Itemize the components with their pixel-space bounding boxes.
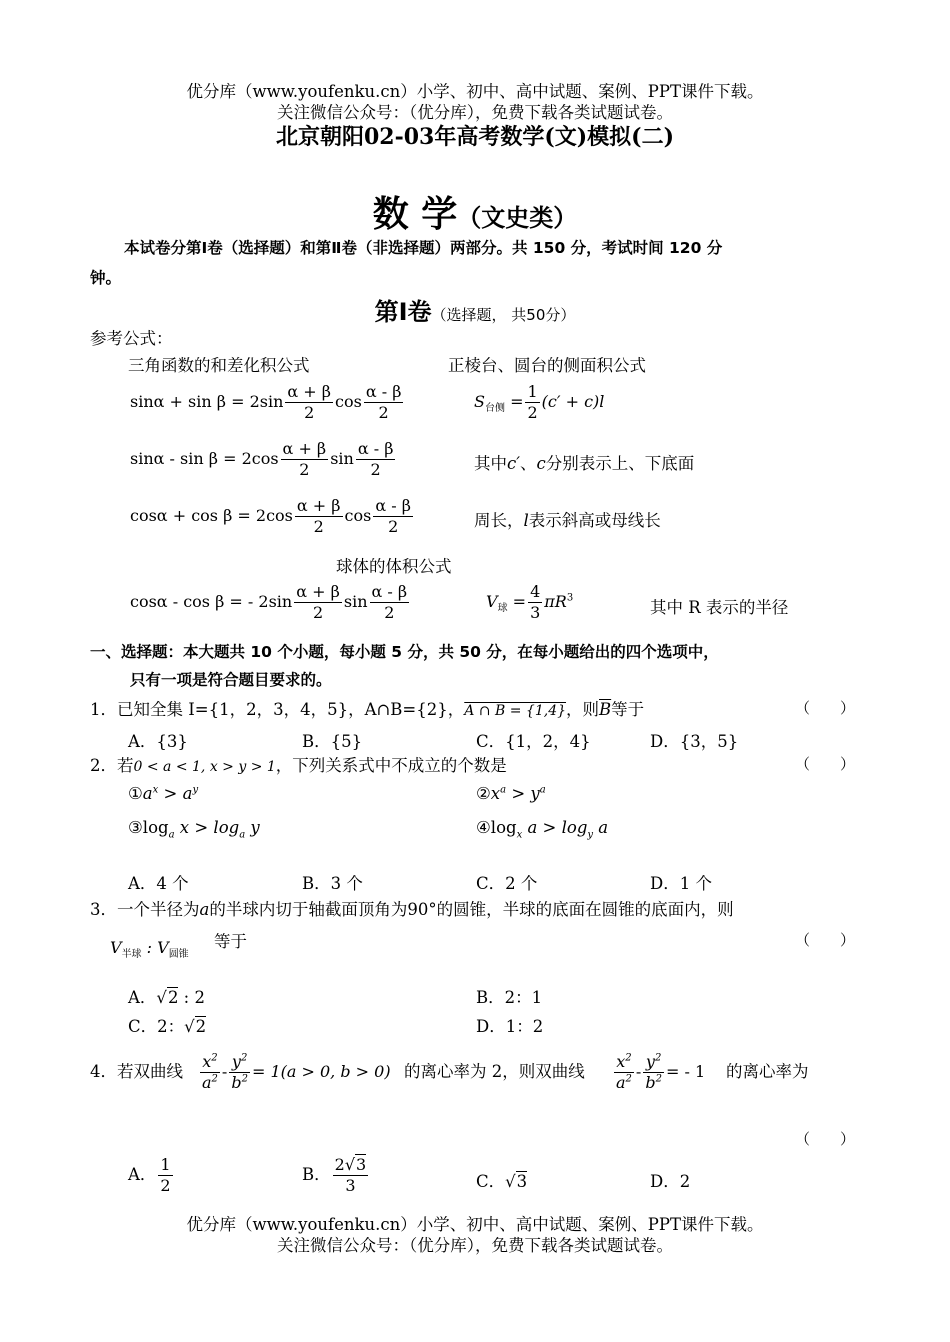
q2-o1-exp2: y <box>192 784 199 796</box>
q2-o1-mid: > a <box>158 784 193 803</box>
q3-c-root: 2 <box>195 1017 207 1036</box>
q2-o4-rest: a > log <box>522 818 588 837</box>
f3-num2: α - β <box>375 496 411 515</box>
q4-eq1-y: y <box>231 1052 241 1071</box>
q2-o2-mid: > y <box>506 784 540 803</box>
q1-stem-B: $\overline{B}$ <box>599 700 612 719</box>
q2-item-4 <box>476 818 608 840</box>
q4-eq1-num2 <box>229 1052 250 1073</box>
f3-num1: α + β <box>296 496 341 515</box>
q4-eq2-x-exp: 2 <box>625 1052 632 1064</box>
f4-den2: 2 <box>384 603 395 622</box>
q3-stem-deg: 90° <box>407 900 437 919</box>
q3-a-rest: : 2 <box>178 988 205 1007</box>
q2-stem-b: ，下列关系式中不成立的个数是 <box>275 756 507 775</box>
q1-answer-paren: （ ） <box>795 699 856 717</box>
f2-mid: sin <box>330 449 354 468</box>
f3-den1: 2 <box>313 517 324 536</box>
f4-left: cosα - cos β = - 2sin <box>130 592 293 611</box>
f1-left: sinα + sin β = 2sin <box>130 392 284 411</box>
q1-option-d: D．{3，5} <box>650 732 739 751</box>
q3-ratio-tail: 等于 <box>214 932 247 951</box>
frustum-note-1 <box>474 450 694 474</box>
q2-stem <box>90 752 507 776</box>
footer-line-1: 优分库（www.youfenku.cn）小学、初中、高中试题、案例、PPT课件下载。 <box>186 1215 764 1234</box>
q4-eq2-a-exp: 2 <box>625 1073 632 1085</box>
q3-ratio-v1: V <box>110 938 122 957</box>
q2-o1-base: a <box>142 784 153 803</box>
q2-o4-end: a <box>593 818 609 837</box>
v-sub: 球 <box>497 603 508 615</box>
q4-eq1-b-exp: 2 <box>241 1073 248 1085</box>
q2-o4-mark: ④ <box>476 818 491 837</box>
q3-stem-a: 3．一个半径为 <box>90 900 200 919</box>
doc-title: 北京朝阳02-03年高考数学(文)模拟(二) <box>276 124 674 150</box>
q4-b-label: B． <box>302 1165 331 1184</box>
q4-eq1-minus: - <box>221 1062 228 1081</box>
q3-stem-c: 的圆锥，半球的底面在圆锥的底面内，则 <box>436 900 734 919</box>
q4-eq1-rest: = 1(a > 0, b > 0) <box>251 1062 391 1081</box>
f2-left: sinα - sin β = 2cos <box>130 449 279 468</box>
f1-mid: cos <box>335 392 362 411</box>
q4-b-num: 2√3 <box>334 1155 367 1174</box>
s-var: S <box>474 392 485 411</box>
f1-num2: α - β <box>365 382 402 401</box>
f2-den2: 2 <box>370 460 381 479</box>
q4-eq2-minus: - <box>635 1062 642 1081</box>
q4-stem-c: 的离心率为 <box>726 1062 809 1081</box>
q2-o3-rest: x > log <box>174 818 240 837</box>
sphere-note: 其中 R 表示的半径 <box>650 598 789 617</box>
q2-o3-sub2: a <box>239 829 246 841</box>
s-equals: = <box>510 392 524 411</box>
q4-eq2-den1 <box>614 1073 634 1093</box>
frustum-formula <box>474 382 604 423</box>
q4-c-root: 3 <box>516 1172 528 1191</box>
q4-stem-a: 4．若双曲线 <box>90 1062 183 1081</box>
q4-c-label: C． <box>476 1172 506 1191</box>
q4-eq2-num1 <box>614 1052 634 1073</box>
f1-den2: 2 <box>378 403 389 422</box>
q4-option-a <box>128 1155 175 1196</box>
trig-formula-4 <box>130 582 411 623</box>
q4-eq2-y-exp: 2 <box>654 1052 662 1064</box>
q3-option-c: C．2：√2 <box>128 1017 207 1036</box>
fn1-c2: c <box>536 454 546 473</box>
q4-option-d: D．2 <box>650 1172 691 1191</box>
trig-formula-title: 三角函数的和差化积公式 <box>128 356 310 375</box>
f2-den1: 2 <box>299 460 310 479</box>
frustum-formula-title: 正棱台、圆台的侧面积公式 <box>448 356 646 375</box>
q2-option-d: D．1 个 <box>650 874 712 893</box>
sphere-formula <box>486 582 573 623</box>
q4-option-c: C．√3 <box>476 1172 528 1191</box>
q4-eq1 <box>198 1052 391 1093</box>
q4-b-num-coef: 2 <box>334 1155 345 1174</box>
q1-option-a: A．{3} <box>128 732 188 751</box>
f4-mid: sin <box>343 592 368 611</box>
f3-den2: 2 <box>388 517 399 536</box>
q1-stem-b: ，则 <box>566 700 600 719</box>
q3-a-label: A． <box>128 988 157 1007</box>
v-num: 4 <box>530 582 541 601</box>
q3-option-a: A．√2 : 2 <box>128 988 205 1007</box>
f1-den1: 2 <box>304 403 315 422</box>
q2-item-3 <box>128 818 260 840</box>
q2-o4-sub2: y <box>587 829 594 841</box>
q4-eq1-num1 <box>200 1052 220 1073</box>
section1-title-2: 只有一项是符合题目要求的。 <box>130 671 332 689</box>
q4-eq1-den1 <box>200 1073 220 1093</box>
q2-item-1 <box>128 784 198 803</box>
q3-c-label: C．2： <box>128 1017 185 1036</box>
q4-stem-b: 的离心率为 2，则双曲线 <box>404 1062 585 1081</box>
v-den: 3 <box>530 603 541 622</box>
q4-eq2-num2 <box>643 1052 664 1073</box>
f2-num2: α - β <box>357 439 394 458</box>
q2-o1-mark: ① <box>128 784 143 803</box>
q4-eq2-den2 <box>643 1073 664 1093</box>
fn1-a: 其中 <box>474 454 507 473</box>
q3-stem-b: 的半球内切于轴截面顶角为 <box>209 900 408 919</box>
q2-o4-log: log <box>490 818 517 837</box>
q4-eq1-den2 <box>229 1073 250 1093</box>
q2-o4-sub: x <box>516 829 523 841</box>
trig-formula-2 <box>130 439 397 480</box>
f1-num1: α + β <box>287 382 332 401</box>
q2-option-a: A．4 个 <box>128 874 189 893</box>
q2-o2-exp: a <box>500 784 507 796</box>
v-var: V <box>486 592 498 611</box>
q1-stem-a: 1．已知全集 I={1，2，3，4，5}，A∩B={2}， <box>90 700 465 719</box>
q4-eq2-rest: = - 1 <box>665 1062 706 1081</box>
section1-title: 一、选择题：本大题共 10 个小题，每小题 5 分，共 50 分，在每小题给出的四个选项中， <box>90 643 719 661</box>
q4-eq2-a: a <box>616 1073 626 1092</box>
q4-option-b <box>302 1155 370 1196</box>
f4-den1: 2 <box>312 603 324 622</box>
f3-left: cosα + cos β = 2cos <box>130 506 293 525</box>
q2-o2-mark: ② <box>476 784 491 803</box>
q3-option-d: D．1：2 <box>476 1017 544 1036</box>
frustum-note-2 <box>474 507 661 531</box>
q2-item-2 <box>476 784 546 803</box>
fn2-l: l <box>523 511 529 530</box>
q3-stem <box>90 896 734 920</box>
q3-ratio <box>110 938 189 960</box>
s-rest: (c′ + c)l <box>541 392 605 411</box>
q4-answer-paren: （ ） <box>795 1130 856 1148</box>
v-exp: 3 <box>566 592 574 604</box>
q1-stem-expr: A ∩ B = {1,4} <box>464 703 567 719</box>
footer-line-2: 关注微信公众号：（优分库），免费下载各类试题试卷。 <box>277 1236 673 1255</box>
q4-b-num-root: 3 <box>356 1155 367 1174</box>
q4-a-label: A． <box>128 1165 157 1184</box>
header-line-1: 优分库（www.youfenku.cn）小学、初中、高中试题、案例、PPT课件下载。 <box>186 82 764 101</box>
q4-b-den: 3 <box>345 1176 356 1195</box>
header-line-2: 关注微信公众号：（优分库），免费下载各类试题试卷。 <box>277 103 673 122</box>
subject-heading <box>0 186 950 237</box>
q4-a-den: 2 <box>160 1176 171 1195</box>
q4-eq2-b-exp: 2 <box>655 1073 662 1085</box>
q3-option-b: B．2：1 <box>476 988 543 1007</box>
q3-a-root: 2 <box>167 988 179 1007</box>
subject-title: 数 学 <box>372 194 458 235</box>
sphere-formula-title: 球体的体积公式 <box>336 557 452 576</box>
f4-num2: α - β <box>371 582 408 601</box>
part1-note: （选择题， 共50分） <box>431 306 576 324</box>
formula-heading: 参考公式： <box>90 329 173 348</box>
q4-eq1-y-exp: 2 <box>240 1052 248 1064</box>
part1-title: 第Ⅰ卷 <box>374 298 432 326</box>
q3-ratio-sub1: 半球 <box>121 949 142 961</box>
q2-option-b: B．3 个 <box>302 874 363 893</box>
q4-eq2-x: x <box>616 1052 626 1071</box>
q3-stem-var: a <box>199 900 210 919</box>
q1-stem-c: 等于 <box>611 700 645 719</box>
part1-heading <box>0 292 950 327</box>
f3-mid: cos <box>344 506 372 525</box>
q2-o3-sub: a <box>168 829 175 841</box>
q4-a-num: 1 <box>160 1155 171 1174</box>
q4-eq1-x: x <box>202 1052 212 1071</box>
v-equals: = <box>512 592 527 611</box>
v-rest: πR <box>544 592 567 611</box>
q2-o3-log: log <box>142 818 169 837</box>
q2-option-c: C．2 个 <box>476 874 538 893</box>
trig-formula-1 <box>130 382 405 423</box>
q2-o3-end: y <box>245 818 260 837</box>
subject-subtitle: （文史类） <box>457 203 578 232</box>
q4-eq2 <box>612 1052 705 1093</box>
q1-option-c: C．{1，2，4} <box>476 732 591 751</box>
q2-o3-mark: ③ <box>128 818 143 837</box>
s-sub: 台侧 <box>484 403 505 415</box>
intro-line-2: 钟。 <box>90 269 122 287</box>
q4-eq2-b: b <box>645 1073 656 1092</box>
q4-eq1-x-exp: 2 <box>211 1052 218 1064</box>
q4-eq1-b: b <box>231 1073 242 1092</box>
fn1-c1: c′ <box>507 454 520 473</box>
fn1-sep: 、 <box>520 454 537 473</box>
fn2-b: 表示斜高或母线长 <box>528 511 661 530</box>
q2-o2-base: x <box>490 784 501 803</box>
q3-answer-paren: （ ） <box>795 931 856 949</box>
trig-formula-3 <box>130 496 415 537</box>
q1-option-b: B．{5} <box>302 732 363 751</box>
q2-stem-a: 2．若 <box>90 756 134 775</box>
q3-ratio-colon: : V <box>141 938 169 957</box>
q2-answer-paren: （ ） <box>795 755 856 773</box>
s-num: 1 <box>527 382 538 401</box>
q2-o2-exp2: a <box>539 784 546 796</box>
q4-eq2-y: y <box>645 1052 655 1071</box>
q1-stem <box>90 696 644 720</box>
f2-num1: α + β <box>282 439 327 458</box>
q2-o1-exp: x <box>152 784 159 796</box>
q4-eq1-a-exp: 2 <box>211 1073 218 1085</box>
intro-line-1: 本试卷分第Ⅰ卷（选择题）和第Ⅱ卷（非选择题）两部分。共 150 分，考试时间 120 分 <box>124 239 723 257</box>
f4-num1: α + β <box>296 582 340 601</box>
q2-stem-cond: 0 < a < 1, x > y > 1 <box>133 759 276 775</box>
q3-ratio-sub2: 圆锥 <box>168 949 189 961</box>
fn1-b: 分别表示上、下底面 <box>545 454 695 473</box>
q4-eq1-a: a <box>202 1073 212 1092</box>
s-den: 2 <box>527 403 538 422</box>
fn2-a: 周长， <box>474 511 524 530</box>
